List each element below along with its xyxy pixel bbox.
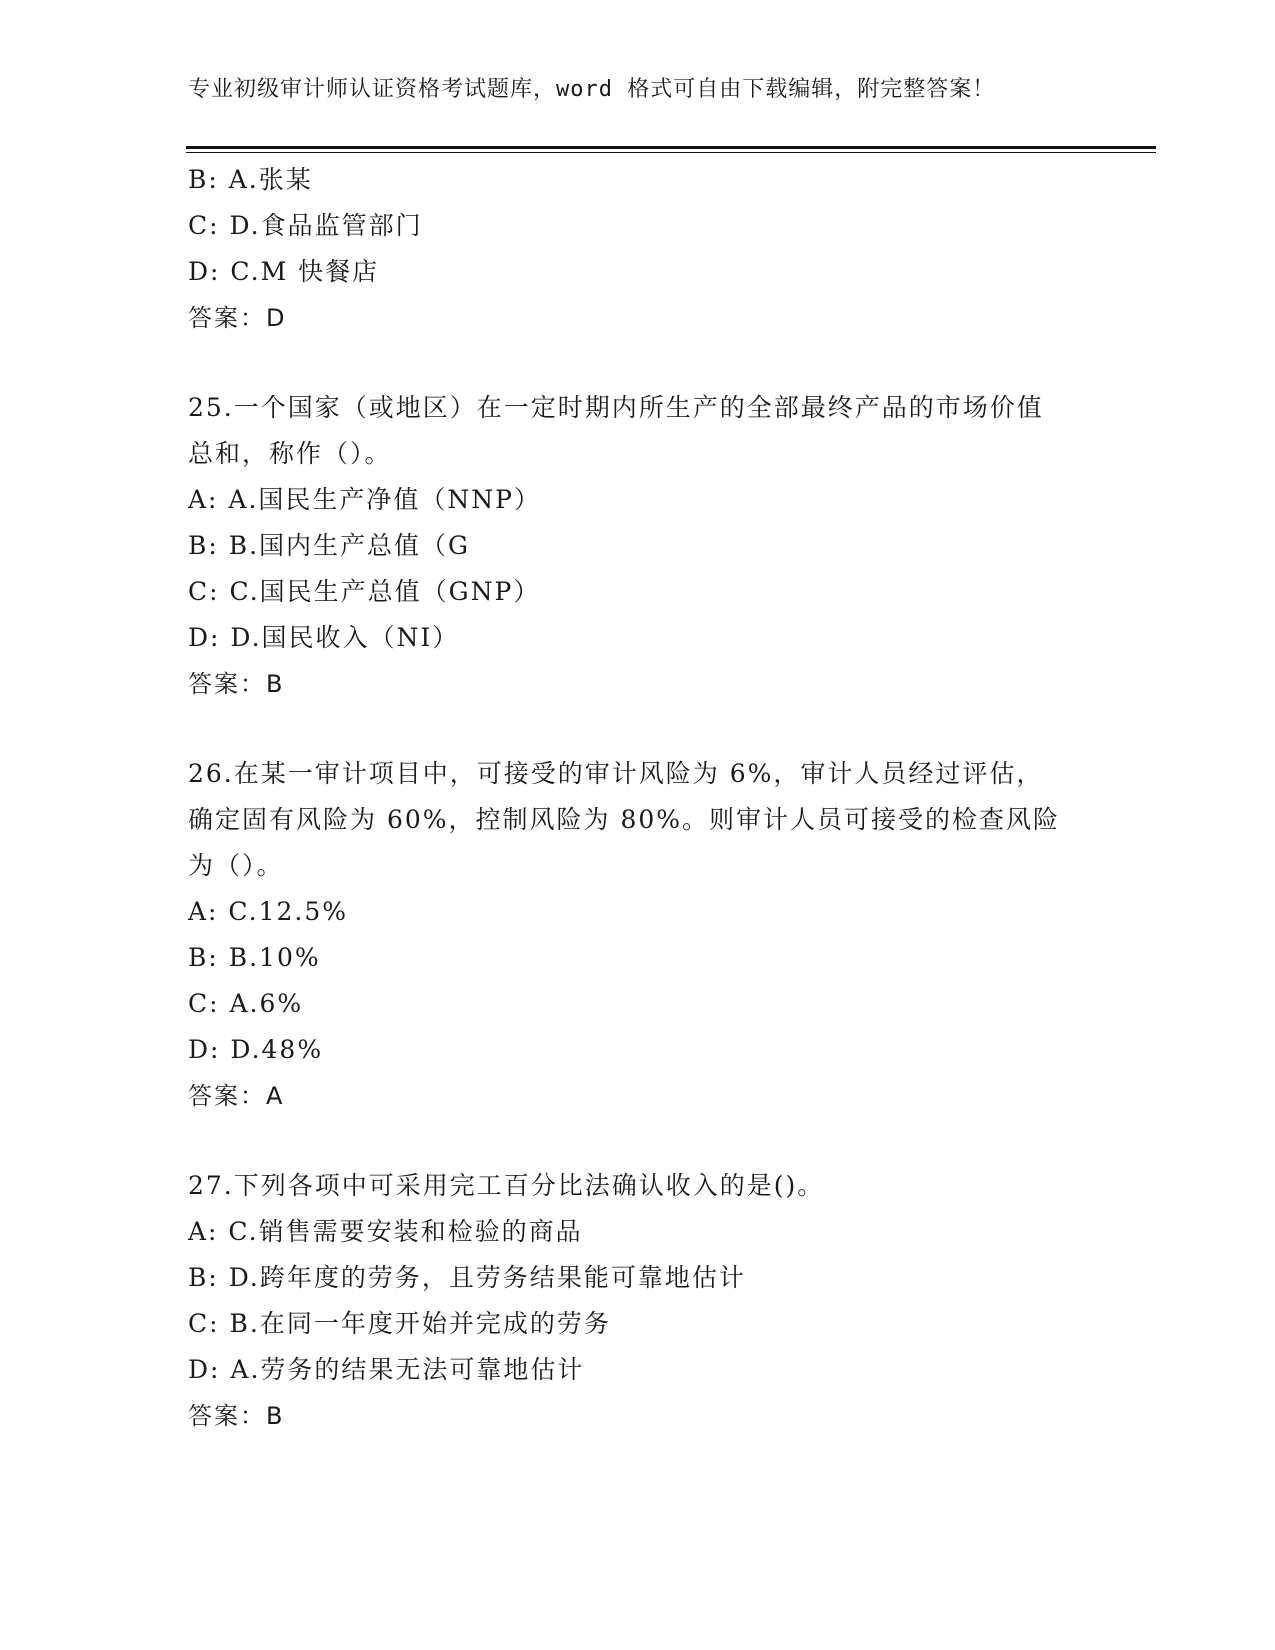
- q24-option-b: B: A.张某: [188, 165, 313, 194]
- header-divider-thin: [186, 152, 1156, 153]
- spacer: [188, 1119, 1088, 1163]
- q27-option-b: B: D.跨年度的劳务，且劳务结果能可靠地估计: [188, 1263, 746, 1292]
- q26-option-b: B: B.10%: [188, 943, 321, 972]
- q26-stem: 26.在某一审计项目中，可接受的审计风险为 6%，审计人员经过评估，确定固有风险为 60%，控制风险为 80%。则审计人员可接受的检查风险为（）。: [188, 759, 1061, 880]
- spacer: [188, 707, 1088, 751]
- q25-option-a: A: A.国民生产净值（NNP）: [188, 485, 541, 514]
- page-header: 专业初级审计师认证资格考试题库，word 格式可自由下载编辑，附完整答案！: [188, 77, 996, 102]
- q25-option-c: C: C.国民生产总值（GNP）: [188, 577, 541, 606]
- q26-option-d: D: D.48%: [188, 1035, 324, 1064]
- question-content: [188, 157, 1088, 1439]
- header-divider-thick: [186, 146, 1156, 149]
- q25-option-d: D: D.国民收入（NI）: [188, 623, 460, 652]
- q25-option-b: B: B.国内生产总值（G: [188, 531, 471, 560]
- q25-answer: 答案：B: [188, 670, 285, 698]
- q27-option-c: C: B.在同一年度开始并完成的劳务: [188, 1309, 611, 1338]
- q26-option-a: A: C.12.5%: [188, 897, 349, 926]
- spacer: [188, 341, 1088, 385]
- q27-stem: 27.下列各项中可采用完工百分比法确认收入的是()。: [188, 1171, 825, 1200]
- q27-answer: 答案：B: [188, 1402, 285, 1430]
- q24-option-c: C: D.食品监管部门: [188, 211, 423, 240]
- q26-option-c: C: A.6%: [188, 989, 304, 1018]
- q27-option-d: D: A.劳务的结果无法可靠地估计: [188, 1355, 585, 1384]
- q25-stem: 25.一个国家（或地区）在一定时期内所生产的全部最终产品的市场价值总和，称作（）。: [188, 393, 1044, 468]
- q24-answer: 答案：D: [188, 304, 287, 332]
- q24-option-d: D: C.M 快餐店: [188, 257, 380, 286]
- q26-answer: 答案：A: [188, 1082, 285, 1110]
- q27-option-a: A: C.销售需要安装和检验的商品: [188, 1217, 583, 1246]
